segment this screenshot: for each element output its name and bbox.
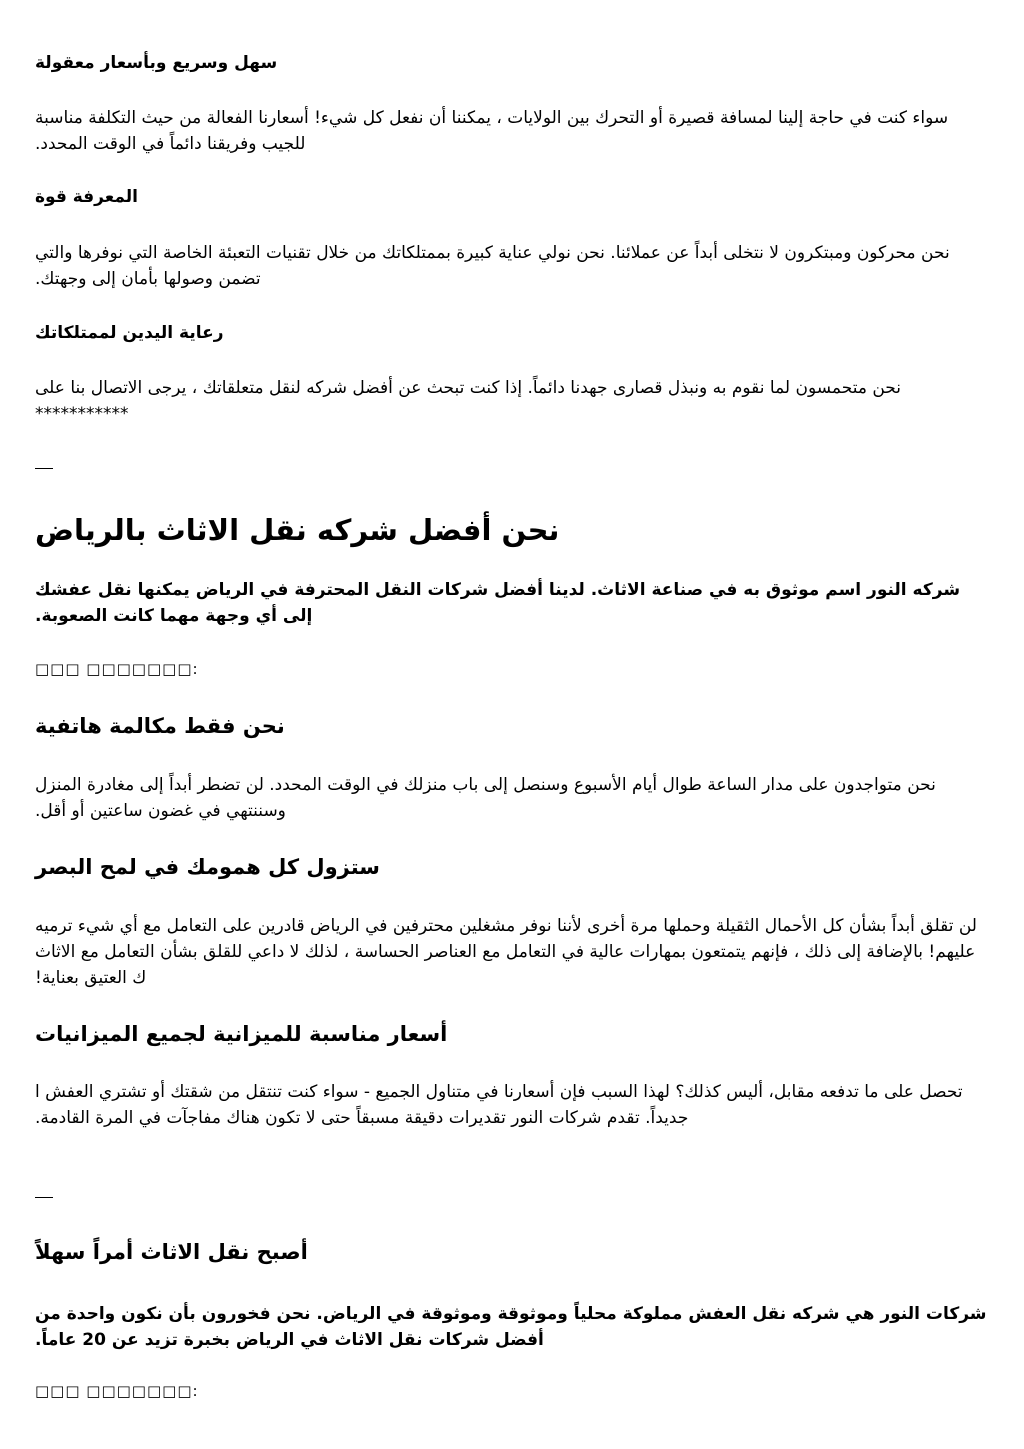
- feature-body-prices: تحصل على ما تدفعه مقابل، أليس كذلك؟ لهذا السبب فإن أسعارنا في متناول الجميع - سواء كنت تنتقل من شقتك أو تشتري العفش ا جديداً. تقدم شركات النور تقديرات دقيقة مسبقاً حتى لا تكون هناك مفاجآت في المرة القادمة.: [35, 1082, 963, 1128]
- section-heading-care: رعاية اليدين لممتلكاتك: [35, 323, 224, 343]
- section-heading-knowledge: المعرفة قوة: [35, 187, 138, 207]
- horizontal-rule-2: [35, 1197, 53, 1198]
- feature-heading-prices: أسعار مناسبة للميزانية لجميع الميزانيات: [35, 1022, 448, 1046]
- last-title: أصبح نقل الاثاث أمراً سهلاً: [35, 1240, 308, 1264]
- placeholder-glyphs-1: □□□ □□□□□□□:: [35, 660, 199, 678]
- main-intro: شركه النور اسم موثوق به في صناعة الاثاث. لدينا أفضل شركات النقل المحترفة في الرياض يمكنها نقل عفشك إلى أي وجهة مهما كانت الصعوبة.: [35, 580, 961, 626]
- horizontal-rule-1: [35, 468, 53, 469]
- section-body-care: نحن متحمسون لما نقوم به ونبذل قصارى جهدنا دائماً. إذا كنت تبحث عن أفضل شركه لنقل متعلقاتك ، يرجى الاتصال بنا على ***********: [35, 378, 902, 424]
- placeholder-glyphs-2: □□□ □□□□□□□:: [35, 1382, 199, 1400]
- feature-heading-worries: ستزول كل همومك في لمح البصر: [35, 855, 380, 879]
- feature-heading-phone-call: نحن فقط مكالمة هاتفية: [35, 714, 285, 738]
- feature-body-phone-call: نحن متواجدون على مدار الساعة طوال أيام الأسبوع وسنصل إلى باب منزلك في الوقت المحدد. لن تضطر أبداً إلى مغادرة المنزل وسننتهي في غضون ساعتين أو أقل.: [35, 775, 936, 821]
- main-title: نحن أفضل شركه نقل الاثاث بالرياض: [35, 513, 560, 547]
- section-body-knowledge: نحن محركون ومبتكرون لا نتخلى أبداً عن عملائنا. نحن نولي عناية كبيرة بممتلكاتك من خلال تقنيات التعبئة الخاصة التي نوفرها والتي تضمن وصولها بأمان إلى وجهتك.: [35, 243, 950, 289]
- feature-body-worries: لن تقلق أبداً بشأن كل الأحمال الثقيلة وحملها مرة أخرى لأننا نوفر مشغلين محترفين في الرياض قادرين على التعامل مع أي شيء ترميه عليهم! بالإضافة إلى ذلك ، فإنهم يتمتعون بمهارات عالية في التعامل مع العناصر الحساسة ، لذلك لا داعي للقلق بشأن التعامل مع الاثاث ك العتيق بعناية!: [35, 916, 977, 988]
- section-body-easy-fast: سواء كنت في حاجة إلينا لمسافة قصيرة أو التحرك بين الولايات ، يمكننا أن نفعل كل شيء! أسعارنا الفعالة من حيث التكلفة مناسبة للجيب وفريقنا دائماً في الوقت المحدد.: [35, 108, 949, 154]
- section-heading-easy-fast: سهل وسريع وبأسعار معقولة: [35, 53, 278, 73]
- last-body: شركات النور هي شركه نقل العفش مملوكة محلياً وموثوقة وموثوقة في الرياض. نحن فخورون بأن نكون واحدة من أفضل شركات نقل الاثاث في الرياض بخبرة تزيد عن 20 عاماً.: [35, 1304, 987, 1350]
